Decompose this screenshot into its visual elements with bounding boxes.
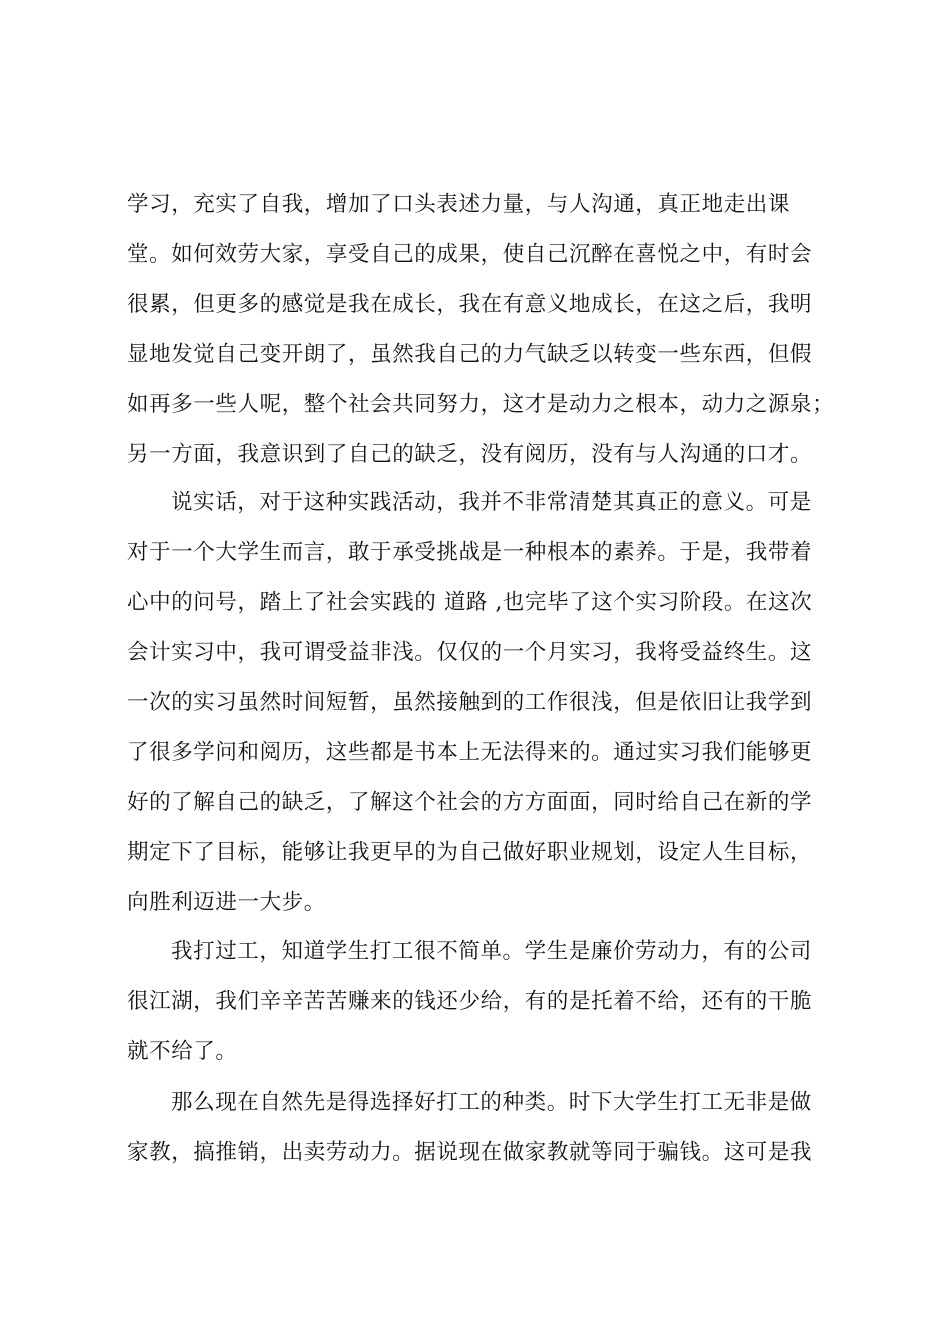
text-line: 就不给了。 bbox=[127, 1039, 238, 1064]
text-line: 心中的问号，踏上了社会实践的 道路 ,也完毕了这个实习阶段。在这次 bbox=[127, 590, 813, 615]
text-line: 说实话，对于这种实践活动，我并不非常清楚其真正的意义。可是 bbox=[171, 490, 812, 515]
text-line: 期定下了目标，能够让我更早的为自己做好职业规划，设定人生目标， bbox=[127, 840, 813, 865]
text-line: 显地发觉自己变开朗了，虽然我自己的力气缺乏以转变一些东西，但假 bbox=[127, 342, 813, 367]
text-line: 那么现在自然先是得选择好打工的种类。时下大学生打工无非是做 bbox=[171, 1090, 812, 1115]
text-line: 我打过工，知道学生打工很不简单。学生是廉价劳动力，有的公司 bbox=[171, 939, 812, 964]
paragraph-1 bbox=[127, 180, 837, 480]
text-line: 向胜利迈进一大步。 bbox=[127, 890, 326, 915]
paragraph-2 bbox=[127, 478, 837, 928]
text-line: 很累，但更多的感觉是我在成长，我在有意义地成长，在这之后，我明 bbox=[127, 292, 813, 317]
text-line: 学习，充实了自我，增加了口头表述力量，与人沟通，真正地走出课 bbox=[127, 192, 791, 217]
text-line: 如再多一些人呢，整个社会共同努力，这才是动力之根本，动力之源泉； bbox=[127, 392, 835, 417]
paragraph-4 bbox=[127, 1078, 837, 1178]
text-line: 好的了解自己的缺乏，了解这个社会的方方面面，同时给自己在新的学 bbox=[127, 790, 813, 815]
text-line: 对于一个大学生而言，敢于承受挑战是一种根本的素养。于是，我带着 bbox=[127, 540, 813, 565]
text-line: 一次的实习虽然时间短暂，虽然接触到的工作很浅，但是依旧让我学到 bbox=[127, 690, 813, 715]
text-line: 另一方面，我意识到了自己的缺乏，没有阅历，没有与人沟通的口才。 bbox=[127, 442, 813, 467]
paragraph-3 bbox=[127, 927, 837, 1077]
text-line: 了很多学问和阅历，这些都是书本上无法得来的。通过实习我们能够更 bbox=[127, 740, 813, 765]
text-line: 堂。如何效劳大家，享受自己的成果，使自己沉醉在喜悦之中，有时会 bbox=[127, 242, 813, 267]
text-line: 会计实习中，我可谓受益非浅。仅仅的一个月实习，我将受益终生。这 bbox=[127, 640, 813, 665]
text-line: 家教，搞推销，出卖劳动力。据说现在做家教就等同于骗钱。这可是我 bbox=[127, 1140, 813, 1165]
text-line: 很江湖，我们辛辛苦苦赚来的钱还少给，有的是托着不给，还有的干脆 bbox=[127, 989, 813, 1014]
